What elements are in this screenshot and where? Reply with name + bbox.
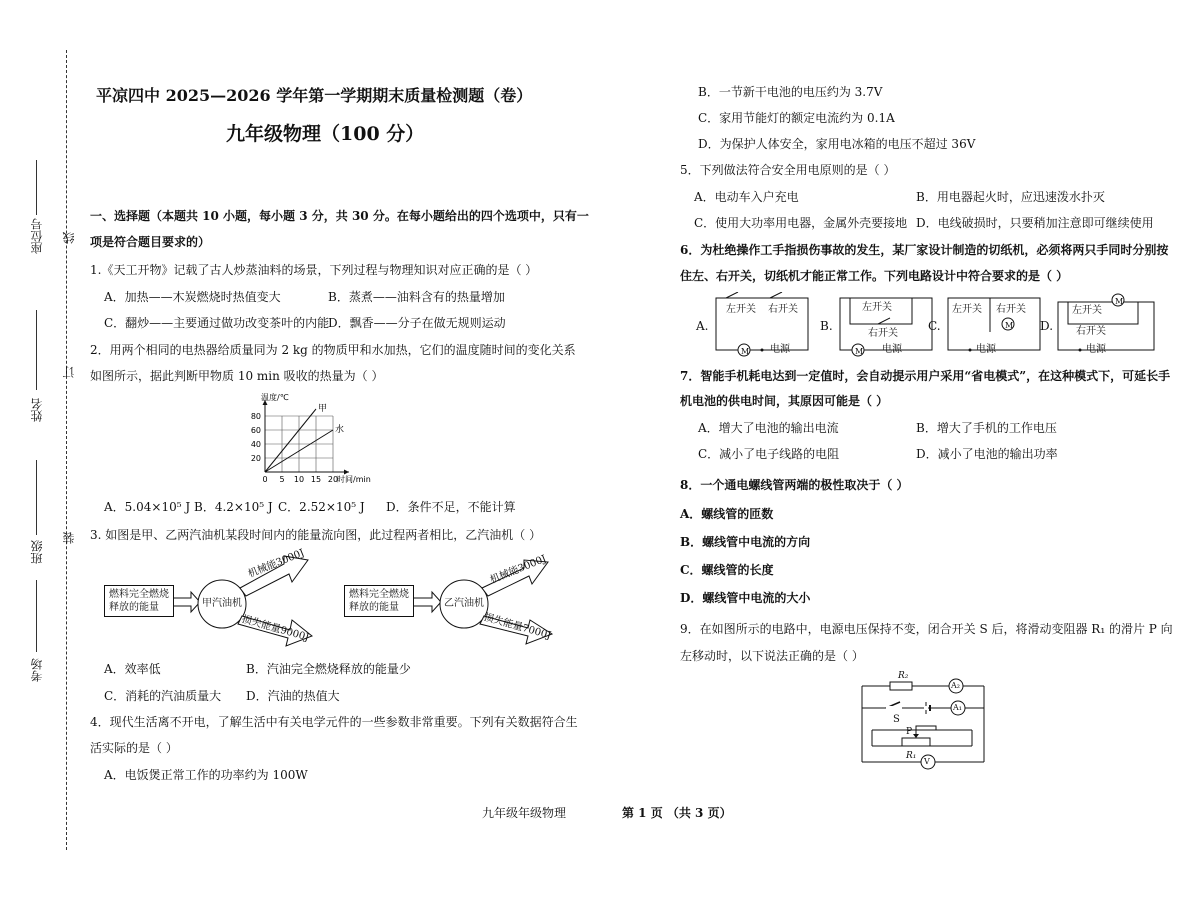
circuit-d-motor-label: M	[1115, 297, 1124, 306]
circuit-c-source: 电源	[976, 344, 996, 355]
q1-option-c: C．翻炒——主要通过做功改变茶叶的内能	[104, 316, 330, 330]
p-label: P	[906, 727, 913, 737]
fuel-energy-box-b: 燃料完全燃烧 释放的能量	[344, 585, 414, 617]
q2-stem-line1: 2．用两个相同的电热器给质量同为 2 kg 的物质甲和水加热，它们的温度随时间的变化关系	[90, 343, 576, 357]
section-heading-line1: 一、选择题（本题共 10 小题，每小题 3 分，共 30 分。在每小题给出的四个选项中，只有一	[90, 209, 589, 223]
q7-stem-line1: 7．智能手机耗电达到一定值时，会自动提示用户采用“省电模式”，在这种模式下，可延长手	[680, 369, 1171, 383]
q3-option-a: A．效率低	[104, 662, 161, 676]
q4-option-b: B．一节新干电池的电压约为 3.7V	[698, 85, 883, 99]
chart-axes	[263, 400, 350, 475]
q6-stem-line2: 住左、右开关，切纸机才能正常工作。下列电路设计中符合要求的是（ ）	[680, 269, 1069, 283]
q8-option-c: C．螺线管的长度	[680, 563, 774, 577]
q1-stem: 1.《天工开物》记载了古人炒蒸油料的场景，下列过程与物理知识对应正确的是（ ）	[90, 263, 538, 277]
x-tick-label: 5	[279, 475, 285, 484]
q3-stem: 3. 如图是甲、乙两汽油机某段时间内的能量流向图，此过程两者相比，乙汽油机（ ）	[90, 528, 542, 542]
q4-option-d: D．为保护人体安全，家用电冰箱的电压不超过 36V	[698, 137, 976, 151]
y-tick-label: 60	[250, 426, 261, 435]
q7-option-d: D．减小了电池的输出功率	[916, 447, 1058, 461]
circuit-a-motor-label: M	[741, 347, 750, 356]
temperature-time-chart	[235, 388, 385, 488]
loss-energy-a: 损失能量9000J	[240, 613, 311, 644]
exam-subtitle: 九年级物理（100 分）	[226, 123, 425, 145]
circuit-a-source-dot	[761, 349, 764, 352]
q3-option-c: C．消耗的汽油质量大	[104, 689, 222, 703]
q1-option-b: B．蒸煮——油料含有的热量增加	[328, 290, 505, 304]
q8-option-b: B．螺线管中电流的方向	[680, 535, 811, 549]
q2-option-d: D．条件不足，不能计算	[386, 500, 516, 514]
circuit-d-letter: D.	[1040, 319, 1054, 333]
seat-blank	[36, 160, 37, 215]
switch-gap	[886, 706, 902, 710]
line-mark: 线	[62, 232, 76, 244]
q1-option-a: A．加热——木炭燃烧时热值变大	[104, 290, 281, 304]
x-tick-label: 0	[262, 475, 268, 484]
series-label: 甲	[318, 404, 328, 414]
circuit-c-letter: C.	[928, 319, 941, 333]
circuit-b-right-switch: 右开关	[868, 328, 898, 339]
battery-gap	[924, 706, 928, 710]
q7-stem-line2: 机电池的供电时间，其原因可能是（ ）	[680, 394, 889, 408]
q5-stem: 5．下列做法符合安全用电原则的是（ ）	[680, 163, 896, 177]
a2-label: A₂	[951, 681, 960, 690]
circuit-c-source-dot	[969, 349, 972, 352]
s-label: S	[893, 714, 900, 725]
circuit-a-source: 电源	[770, 344, 790, 355]
q4-option-a: A．电饭煲正常工作的功率约为 100W	[104, 768, 308, 782]
engine-a-label: 甲汽油机	[202, 598, 242, 609]
q5-option-c: C．使用大功率用电器，金属外壳要接地	[694, 216, 908, 230]
name-blank	[36, 310, 37, 390]
circuit-b-left-switch: 左开关	[862, 302, 892, 313]
q7-option-a: A．增大了电池的输出电流	[698, 421, 839, 435]
x-tick-label: 10	[293, 475, 305, 484]
section-heading-line2: 项是符合题目要求的）	[90, 235, 211, 249]
q9-stem-line2: 左移动时，以下说法正确的是（ ）	[680, 649, 864, 663]
footer-subject: 九年级年级物理	[482, 806, 567, 820]
circuit-b-source: 电源	[882, 344, 902, 355]
y-axis-label: 温度/℃	[261, 393, 289, 402]
seat-label: 座位号	[30, 218, 44, 254]
exam-room-label: 考场	[30, 658, 44, 682]
mech-energy-b: 机械能3000J	[488, 553, 549, 587]
x-tick-label: 20	[327, 475, 339, 484]
q7-option-b: B．增大了手机的工作电压	[916, 421, 1057, 435]
series-label: 水	[335, 425, 345, 435]
footer-page-number: 第 1 页 （共 3 页）	[622, 806, 732, 820]
q4-option-c: C．家用节能灯的额定电流约为 0.1A	[698, 111, 895, 125]
circuit-c-motor-label: M	[1005, 321, 1014, 330]
q5-option-d: D．电线破损时，只要稍加注意即可继续使用	[916, 216, 1154, 230]
q5-option-b: B．用电器起火时，应迅速泼水扑灭	[916, 190, 1105, 204]
circuit-d-right-switch: 右开关	[1076, 326, 1106, 337]
series-line	[265, 409, 316, 472]
r2-label: R₂	[898, 671, 909, 681]
r1-label: R₁	[906, 751, 917, 761]
circuit-b-letter: B.	[820, 319, 833, 333]
circuit-d-left-switch: 左开关	[1072, 305, 1102, 316]
circuit-c-right-switch: 右开关	[996, 304, 1026, 315]
circuit-a-switch-left	[726, 292, 738, 298]
bind-mark: 订	[62, 366, 76, 378]
y-tick-label: 80	[250, 412, 261, 421]
exam-title: 平凉四中 2025—2026 学年第一学期期末质量检测题（卷）	[96, 86, 533, 105]
q1-option-d: D．飘香——分子在做无规则运动	[328, 316, 506, 330]
circuit-a-letter: A.	[696, 319, 709, 333]
q8-option-a: A．螺线管的匝数	[680, 507, 774, 521]
circuit-d-source: 电源	[1086, 344, 1106, 355]
loss-energy-b: 损失能量7000J	[482, 611, 553, 642]
circuit-b-switch-right	[878, 318, 890, 324]
mech-energy-a: 机械能3000J	[246, 547, 307, 581]
q4-stem-line1: 4．现代生活离不开电，了解生活中有关电学元件的一些参数非常重要。下列有关数据符合生	[90, 715, 578, 729]
circuit-c-left-switch: 左开关	[952, 304, 982, 315]
class-blank	[36, 460, 37, 535]
circuit-a-left-switch: 左开关	[726, 304, 756, 315]
q6-stem-line1: 6．为杜绝操作工手指损伤事故的发生，某厂家设计制造的切纸机，必须将两只手同时分别按	[680, 243, 1169, 257]
fuel-energy-box-a: 燃料完全燃烧 释放的能量	[104, 585, 174, 617]
x-axis-arrow	[344, 470, 349, 475]
name-label: 姓名	[30, 398, 44, 422]
circuit-a-right-switch: 右开关	[768, 304, 798, 315]
q9-stem-line1: 9．在如图所示的电路中，电源电压保持不变，闭合开关 S 后，将滑动变阻器 R₁ 的滑片 P 向	[680, 622, 1173, 636]
binding-dashed-line	[66, 50, 67, 850]
q2-option-a: A．5.04×10⁵ J	[104, 500, 191, 514]
a1-label: A₁	[953, 703, 962, 712]
engine-b-label: 乙汽油机	[444, 598, 484, 609]
v-label: V	[924, 757, 930, 766]
chart-grid	[265, 416, 333, 472]
q5-option-a: A．电动车入户充电	[694, 190, 799, 204]
q2-option-b: B．4.2×10⁵ J	[194, 500, 273, 514]
q3-option-b: B．汽油完全燃烧释放的能量少	[246, 662, 411, 676]
exam-room-blank	[36, 580, 37, 652]
q4-stem-line2: 活实际的是（ ）	[90, 741, 178, 755]
fold-mark: 装	[62, 532, 76, 544]
class-label: 班级	[30, 540, 44, 564]
y-tick-label: 40	[250, 440, 261, 449]
q7-option-c: C．减小了电子线路的电阻	[698, 447, 840, 461]
q8-option-d: D．螺线管中电流的大小	[680, 591, 811, 605]
q8-stem: 8．一个通电螺线管两端的极性取决于（ ）	[680, 478, 909, 492]
circuit-a-switch-right	[770, 292, 782, 298]
x-axis-label: 时间/min	[337, 475, 371, 484]
x-tick-label: 15	[310, 475, 322, 484]
slider-arrow	[913, 734, 919, 738]
q3-option-d: D．汽油的热值大	[246, 689, 340, 703]
q2-option-c: C．2.52×10⁵ J	[278, 500, 365, 514]
y-tick-label: 20	[250, 454, 261, 463]
q2-stem-line2: 如图所示，据此判断甲物质 10 min 吸收的热量为（ ）	[90, 369, 384, 383]
circuit-b-motor-label: M	[855, 347, 864, 356]
circuit-d-source-dot	[1079, 349, 1082, 352]
